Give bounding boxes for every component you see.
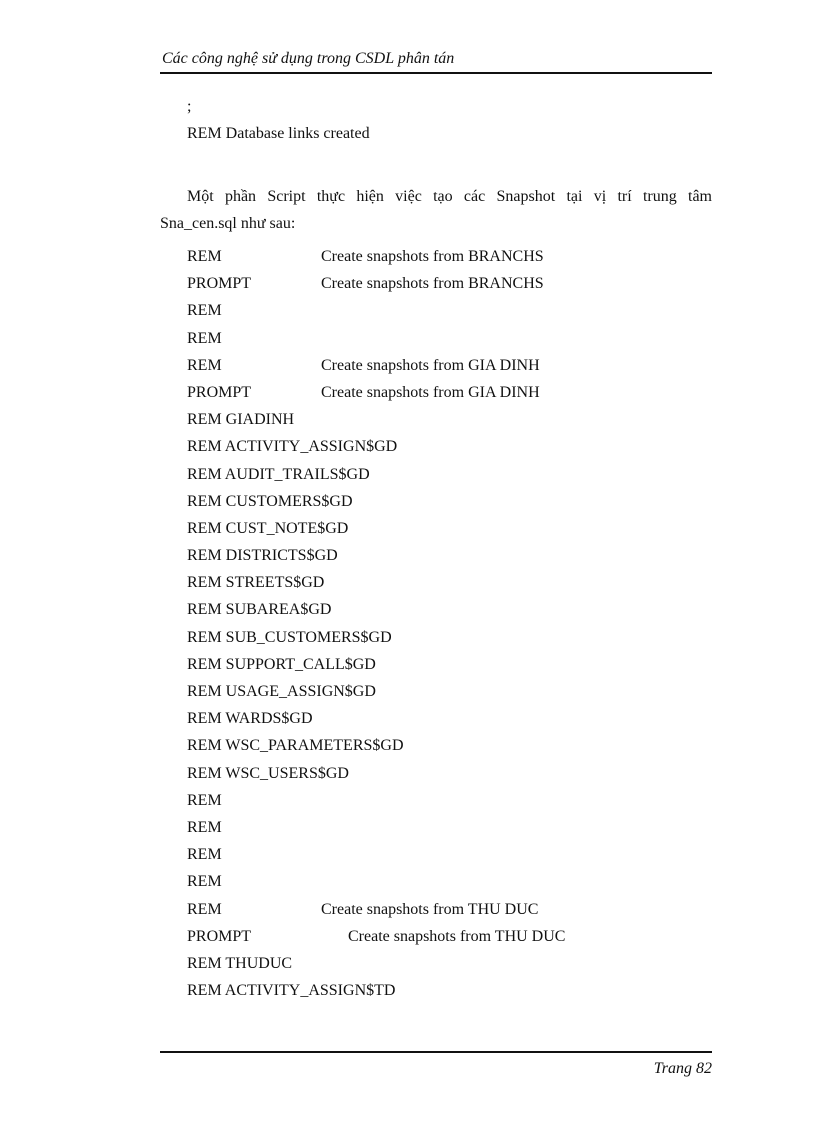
script-keyword: REM WARDS$GD (187, 710, 313, 728)
header-title: Các công nghệ sử dụng trong CSDL phân tán (162, 50, 455, 67)
script-keyword: REM THUDUC (187, 954, 293, 972)
script-keyword: REM SUBAREA$GD (187, 601, 332, 619)
script-keyword: REM (187, 900, 222, 918)
script-keyword: REM WSC_USERS$GD (187, 764, 349, 782)
script-keyword: REM WSC_PARAMETERS$GD (187, 737, 404, 755)
script-keyword: REM (187, 791, 222, 809)
script-description: Create snapshots from THU DUC (348, 927, 566, 945)
script-description: Create snapshots from GIA DINH (321, 383, 540, 401)
page-header (160, 50, 712, 74)
script-keyword: PROMPT (187, 383, 252, 401)
code-line-semicolon: ; (187, 98, 192, 115)
script-keyword: REM DISTRICTS$GD (187, 547, 338, 565)
script-keyword: REM ACTIVITY_ASSIGN$TD (187, 982, 396, 1000)
script-keyword: REM (187, 248, 222, 265)
script-keyword: REM (187, 873, 222, 891)
script-keyword: REM (187, 818, 222, 836)
script-keyword: REM GIADINH (187, 411, 295, 429)
code-line-db-links: REM Database links created (187, 125, 370, 142)
script-keyword: REM CUSTOMERS$GD (187, 492, 353, 510)
script-keyword: REM SUB_CUSTOMERS$GD (187, 628, 392, 646)
script-description: Create snapshots from GIA DINH (321, 356, 540, 374)
page-number: Trang 82 (653, 1060, 712, 1077)
script-keyword: REM ACTIVITY_ASSIGN$GD (187, 438, 398, 456)
footer-rule (160, 1051, 712, 1053)
script-description: Create snapshots from BRANCHS (321, 275, 544, 293)
paragraph-line-2: Sna_cen.sql như sau: (160, 215, 296, 232)
script-keyword: REM AUDIT_TRAILS$GD (187, 465, 370, 483)
paragraph-text-1: Một phần Script thực hiện việc tạo các Snapshot tại vị trí trung tâm (187, 188, 712, 205)
script-keyword: PROMPT (187, 275, 252, 293)
script-keyword: REM CUST_NOTE$GD (187, 519, 349, 537)
script-keyword: PROMPT (187, 927, 252, 945)
script-description: Create snapshots from THU DUC (321, 900, 539, 918)
script-description: Create snapshots from BRANCHS (321, 248, 544, 265)
script-keyword: REM (187, 356, 222, 374)
script-keyword: REM (187, 846, 222, 864)
script-keyword: REM USAGE_ASSIGN$GD (187, 683, 376, 700)
script-keyword: REM STREETS$GD (187, 574, 325, 592)
script-keyword: REM SUPPORT_CALL$GD (187, 655, 376, 673)
paragraph-line-1 (160, 187, 712, 207)
script-keyword: REM (187, 329, 222, 347)
script-keyword: REM (187, 302, 222, 320)
